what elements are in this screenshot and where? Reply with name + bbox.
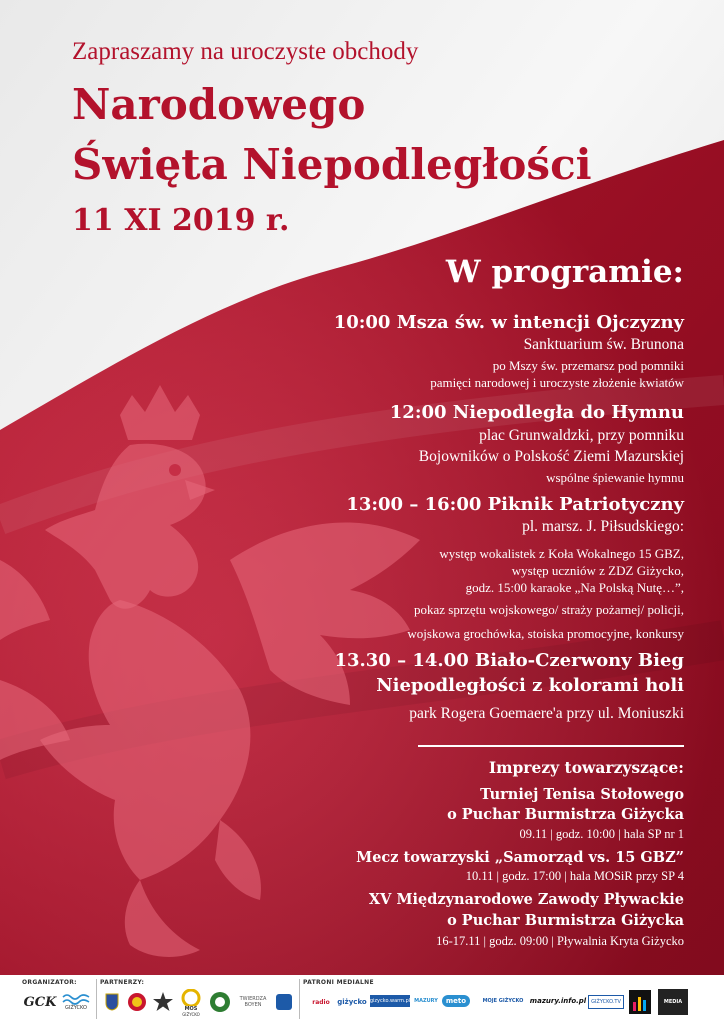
event-1-title: 10:00 Msza św. w intencji Ojczyzny (333, 312, 684, 333)
side-event-3-title: XV Międzynarodowe Zawody Pływackie (368, 891, 684, 908)
invitation-text: Zapraszamy na uroczyste obchody (72, 38, 419, 65)
mazury-info-logo: mazury.info.pl (529, 997, 587, 1005)
mosir-circle-icon (180, 989, 202, 1006)
event-2-note: wspólne śpiewanie hymnu (546, 470, 684, 485)
footer-separator (299, 979, 300, 1019)
twierdza-boyen-logo: TWIERDZA BOYEN (239, 996, 267, 1008)
section-divider (418, 745, 684, 747)
side-event-2-title: Mecz towarzyski „Samorząd vs. 15 GBZ” (356, 849, 684, 866)
event-3-note: godz. 15:00 karaoke „Na Polską Nutę…”, (465, 580, 684, 595)
side-event-3-details: 16-17.11 | godz. 09:00 | Pływalnia Kryta Giżycko (436, 934, 684, 948)
moje-gizycko-logo: MOJE GIŻYCKO (482, 998, 524, 1004)
gizycko-logo (60, 991, 92, 1013)
event-3-note: pokaz sprzętu wojskowego/ straży pożarnej/ policji, (413, 602, 684, 617)
event-3-title: 13:00 – 16:00 Piknik Patriotyczny (346, 494, 684, 515)
side-event-3-title: o Puchar Burmistrza Giżycka (447, 912, 684, 929)
police-star-icon (152, 989, 174, 1015)
radio-logo: radio (312, 998, 330, 1006)
mosir-logo (178, 989, 204, 1017)
mosir-logo-text: MOS (184, 1006, 198, 1012)
gizycko-tv-logo: GIŻYCKO.TV (588, 995, 624, 1009)
event-2-title: 12:00 Niepodległa do Hymnu (389, 402, 684, 423)
side-event-1-details: 09.11 | godz. 10:00 | hala SP nr 1 (519, 827, 684, 841)
meto-logo: meto (442, 995, 470, 1007)
fire-brigade-emblem-icon (126, 989, 148, 1015)
side-event-1-title: o Puchar Burmistrza Giżycka (447, 806, 684, 823)
footer-separator (96, 979, 97, 1019)
event-2-place: Bojowników o Polskość Ziemi Mazurskiej (418, 448, 684, 465)
gizycko-logo-text: GIŻYCKO (65, 1005, 87, 1011)
mazury-logo: MAZURY (414, 998, 438, 1004)
media-equalizer-icon (628, 989, 652, 1015)
event-4-place: park Rogera Goemaere'a przy ul. Moniuszki (409, 705, 684, 722)
mosir-logo-sub: GIŻYCKO (182, 1012, 200, 1017)
title-line-2: Święta Niepodległości (72, 140, 592, 189)
event-4-title: 13.30 – 14.00 Biało-Czerwony Bieg (334, 650, 684, 671)
waves-icon (62, 993, 90, 1005)
event-2-place: plac Grunwaldzki, przy pomniku (479, 427, 684, 444)
army-badge-icon (274, 991, 294, 1013)
event-4-title: Niepodległości z kolorami holi (376, 675, 684, 696)
program-heading: W programie: (445, 254, 684, 290)
gizycko-media-logo: giżycko (337, 998, 367, 1006)
city-coat-of-arms-icon (104, 991, 120, 1013)
side-event-1-title: Turniej Tenisa Stołowego (480, 786, 684, 803)
event-1-place: Sanktuarium św. Brunona (523, 336, 684, 353)
media-label: PATRONI MEDIALNE (303, 979, 374, 986)
organizer-label: ORGANIZATOR: (22, 979, 77, 986)
side-events-heading: Imprezy towarzyszące: (488, 758, 684, 777)
event-3-place: pl. marsz. J. Piłsudskiego: (522, 518, 684, 535)
gizycko-warm-logo: gizycko.warm.pl (370, 995, 410, 1007)
sponsors-footer (0, 975, 724, 1024)
partners-label: PARTNERZY: (100, 979, 145, 986)
side-event-2-details: 10.11 | godz. 17:00 | hala MOSiR przy SP 4 (465, 869, 684, 883)
event-3-note: występ wokalistek z Koła Wokalnego 15 GBZ, (439, 546, 684, 561)
event-date: 11 XI 2019 r. (72, 203, 290, 238)
title-line-1: Narodowego (72, 80, 366, 129)
event-3-note: występ uczniów z ZDZ Giżycko, (511, 563, 684, 578)
partner-emblem-icon (208, 989, 232, 1015)
gck-logo: GCK (23, 994, 57, 1010)
event-1-note: pamięci narodowej i uroczyste złożenie kwiatów (430, 375, 684, 390)
event-3-note: wojskowa grochówka, stoiska promocyjne, konkursy (407, 626, 684, 641)
event-1-note: po Mszy św. przemarsz pod pomniki (492, 358, 684, 373)
media-badge-logo: MEDIA (658, 989, 688, 1015)
